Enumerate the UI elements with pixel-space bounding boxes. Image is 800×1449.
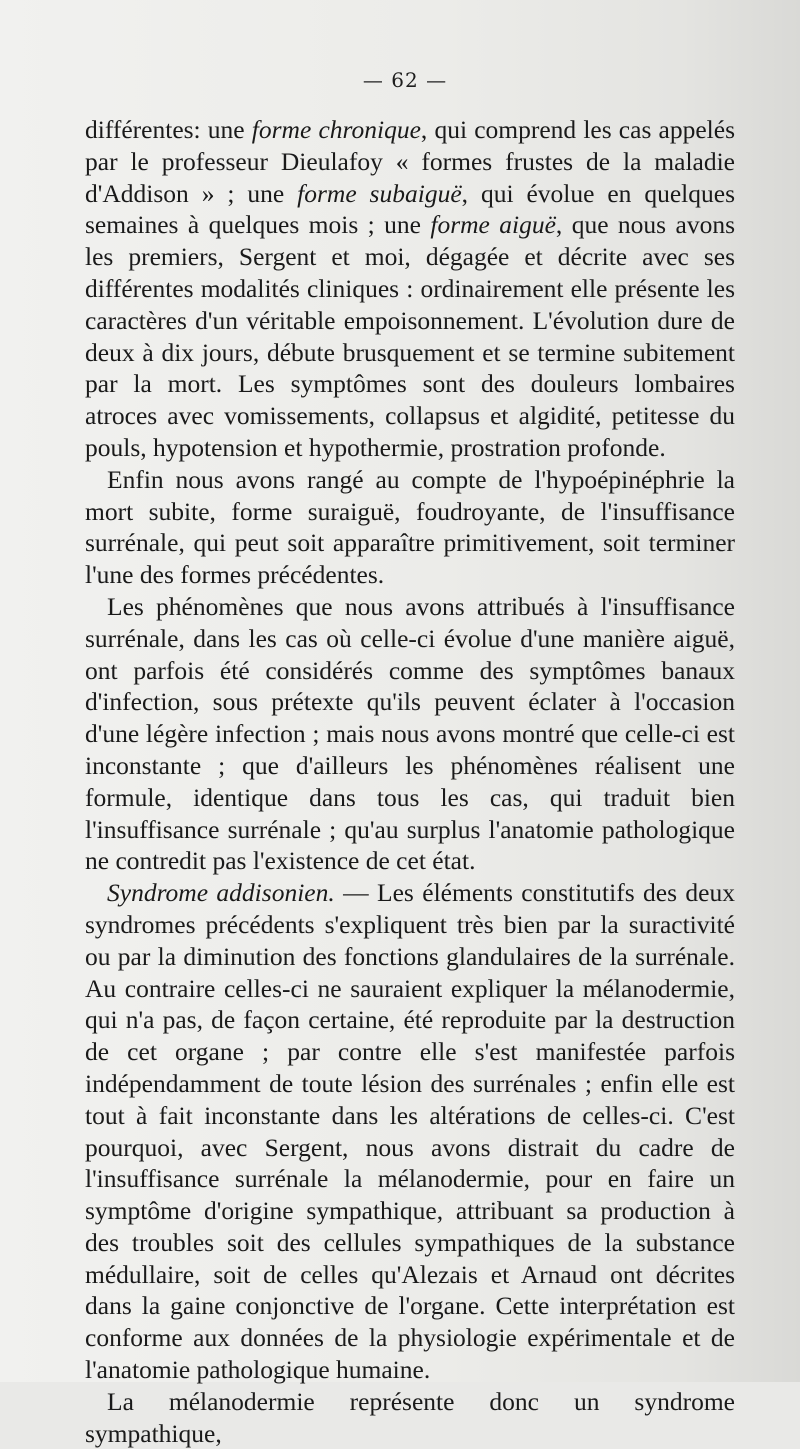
page-number: — 62 — xyxy=(362,68,448,92)
body-text xyxy=(85,114,735,1449)
text-segment: Enfin nous avons rangé au compte de l'hypoépinéphrie la mort subite, forme suraiguë, foudroyante, de l'insuffisance surrénale, qui peut soit apparaître primitivement, soit terminer l'une des formes précédentes. xyxy=(85,464,735,590)
paragraph xyxy=(85,591,735,877)
text-segment: — Les éléments constitutifs des deux syndromes précédents s'expliquent très bien par la suractivité ou par la diminution des fonctions glandulaires de la surrénale. Au contraire celles-ci ne sauraient expliquer la mélanodermie, qui n'a pas, de façon certaine, été reproduite par la destruction de cet organe ; par contre elle s'est manifestée parfois indépendamment de toute lésion des surrénales ; enfin elle est tout à fait inconstante dans les altérations de celles-ci. C'est pourquoi, avec Sergent, nous avons distrait du cadre de l'insuffisance surrénale la mélanodermie, pour en faire un symptôme d'origine sympathique, attribuant sa production à des troubles soit des cellules sympathiques de la substance médullaire, soit de celles qu'Alezais et Arnaud ont décrites dans la gaine conjonctive de l'organe. Cette interprétation est conforme aux données de la physiologie expérimentale et de l'anatomie pathologique humaine. xyxy=(85,878,735,1385)
italic-text: forme chronique xyxy=(251,115,421,144)
paragraph xyxy=(85,464,735,591)
italic-text: Syndrome addisonien. xyxy=(107,878,335,908)
text-segment: , qui comprend les cas appelés par le professeur Dieulafoy « formes frustes de la maladie d'Addison » ; une xyxy=(85,115,735,208)
text-segment: La mélanodermie représente donc un syndrome sympathique, xyxy=(85,1386,735,1448)
text-segment: , que nous avons les premiers, Sergent et moi, dégagée et décrite avec ses différentes modalités cliniques : ordinairement elle présente les caractères d'un véritable empoisonnement. L'évolution dure de deux à dix jours, débute brusquement et se termine subitement par la mort. Les symptômes sont des douleurs lombaires atroces avec vomissements, collapsus et algidité, petitesse du pouls, hypotension et hypothermie, prostration profonde. xyxy=(85,210,735,462)
italic-text: forme subaiguë xyxy=(297,178,462,208)
text-segment: différentes: une xyxy=(85,115,252,144)
paragraph xyxy=(85,114,735,464)
italic-text: forme aiguë xyxy=(430,210,556,240)
text-segment: , qui évolue en quelques semaines à quelques mois ; une xyxy=(85,178,735,240)
text-segment: Les phénomènes que nous avons attribués à l'insuffisance surrénale, dans les cas où celle-ci évolue d'une manière aiguë, ont parfois été considérés comme des symptômes banaux d'infection, sous prétexte qu'ils peuvent éclater à l'occasion d'une légère infection ; mais nous avons montré que celle-ci est inconstante ; que d'ailleurs les phénomènes réalisent une formule, identique dans tous les cas, qui traduit bien l'insuffisance surrénale ; qu'au surplus l'anatomie pathologique ne contredit pas l'existence de cet état. xyxy=(85,591,735,876)
paragraph xyxy=(85,1386,735,1449)
paragraph xyxy=(85,877,735,1386)
